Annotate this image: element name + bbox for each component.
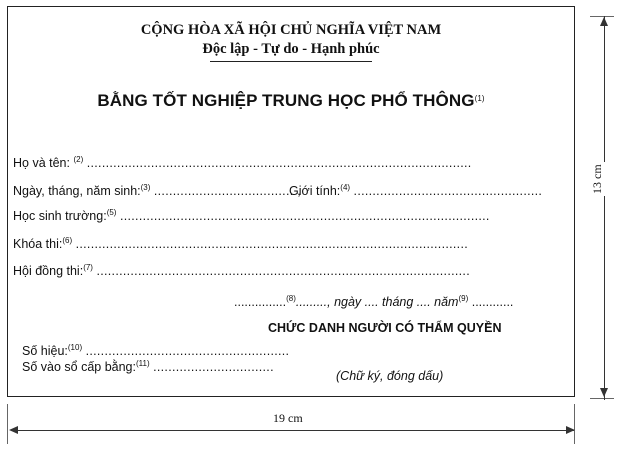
width-label: 19 cm [270, 411, 306, 426]
dob-dots: ..................................... , [153, 184, 302, 198]
national-title: CỘNG HÒA XÃ HỘI CHỦ NGHĨA VIỆT NAM [140, 22, 442, 38]
school-note: (5) [106, 208, 117, 217]
course-dots: ........................................................................................................ [75, 237, 468, 251]
motto-underline [210, 61, 372, 62]
width-left-tick [7, 404, 8, 444]
dob-label: Ngày, tháng, năm sinh: [13, 184, 141, 198]
registry-field [22, 359, 274, 374]
certificate-title-text: BẰNG TỐT NGHIỆP TRUNG HỌC PHỔ THÔNG [97, 91, 475, 110]
signature-note: (Chữ ký, đóng dấu) [336, 369, 444, 383]
height-dimension-line [604, 16, 605, 400]
course-field [13, 236, 468, 251]
school-field [13, 208, 490, 223]
registry-dots: ................................ [153, 360, 274, 374]
name-label: Họ và tên: [13, 156, 70, 170]
registry-label: Số vào sổ cấp bằng: [22, 360, 136, 374]
name-note: (2) [73, 155, 84, 164]
width-right-tick [574, 404, 575, 444]
issue-date-text: ........., ngày .... tháng .... năm [295, 295, 459, 309]
council-label: Hội đồng thi: [13, 264, 84, 278]
school-dots: .................................................................................................. [119, 209, 490, 223]
course-label: Khóa thi: [13, 237, 63, 251]
council-dots: ................................................................................................... [96, 264, 470, 278]
authority-title: CHỨC DANH NGƯỜI CÓ THẨM QUYỀN [268, 321, 502, 335]
national-motto: Độc lập - Tự do - Hạnh phúc [202, 41, 380, 57]
width-dimension-line [11, 430, 574, 431]
height-bottom-tick [590, 398, 614, 399]
issue-place-dots: ............... [234, 295, 287, 309]
serial-note: (10) [67, 343, 83, 352]
registry-note: (11) [135, 359, 150, 368]
serial-dots: ...................................................... [85, 344, 290, 358]
gender-field [289, 183, 542, 198]
issue-date-line [234, 294, 513, 309]
width-arrow-right-icon [566, 426, 575, 434]
gender-note: (4) [340, 183, 351, 192]
issue-place-note: (8) [286, 294, 296, 303]
name-field [13, 155, 472, 170]
serial-field [22, 343, 289, 358]
dob-field [13, 183, 301, 198]
height-label: 13 cm [590, 164, 604, 194]
certificate-frame [7, 6, 575, 397]
dob-note: (3) [140, 183, 151, 192]
gender-dots: .................................................. [353, 184, 543, 198]
issue-date-tail: ............ [468, 295, 514, 309]
title-note: (1) [474, 94, 485, 103]
council-note: (7) [83, 263, 93, 272]
council-field [13, 263, 470, 278]
width-arrow-left-icon [9, 426, 18, 434]
serial-label: Số hiệu: [22, 344, 68, 358]
school-label: Học sinh trường: [13, 209, 107, 223]
certificate-title [0, 91, 582, 111]
name-dots: ...................................................................................................... [86, 156, 472, 170]
course-note: (6) [62, 236, 73, 245]
height-arrow-down-icon [600, 388, 608, 397]
height-arrow-up-icon [600, 17, 608, 26]
gender-label: Giới tính: [289, 184, 341, 198]
issue-year-note: (9) [458, 294, 469, 303]
